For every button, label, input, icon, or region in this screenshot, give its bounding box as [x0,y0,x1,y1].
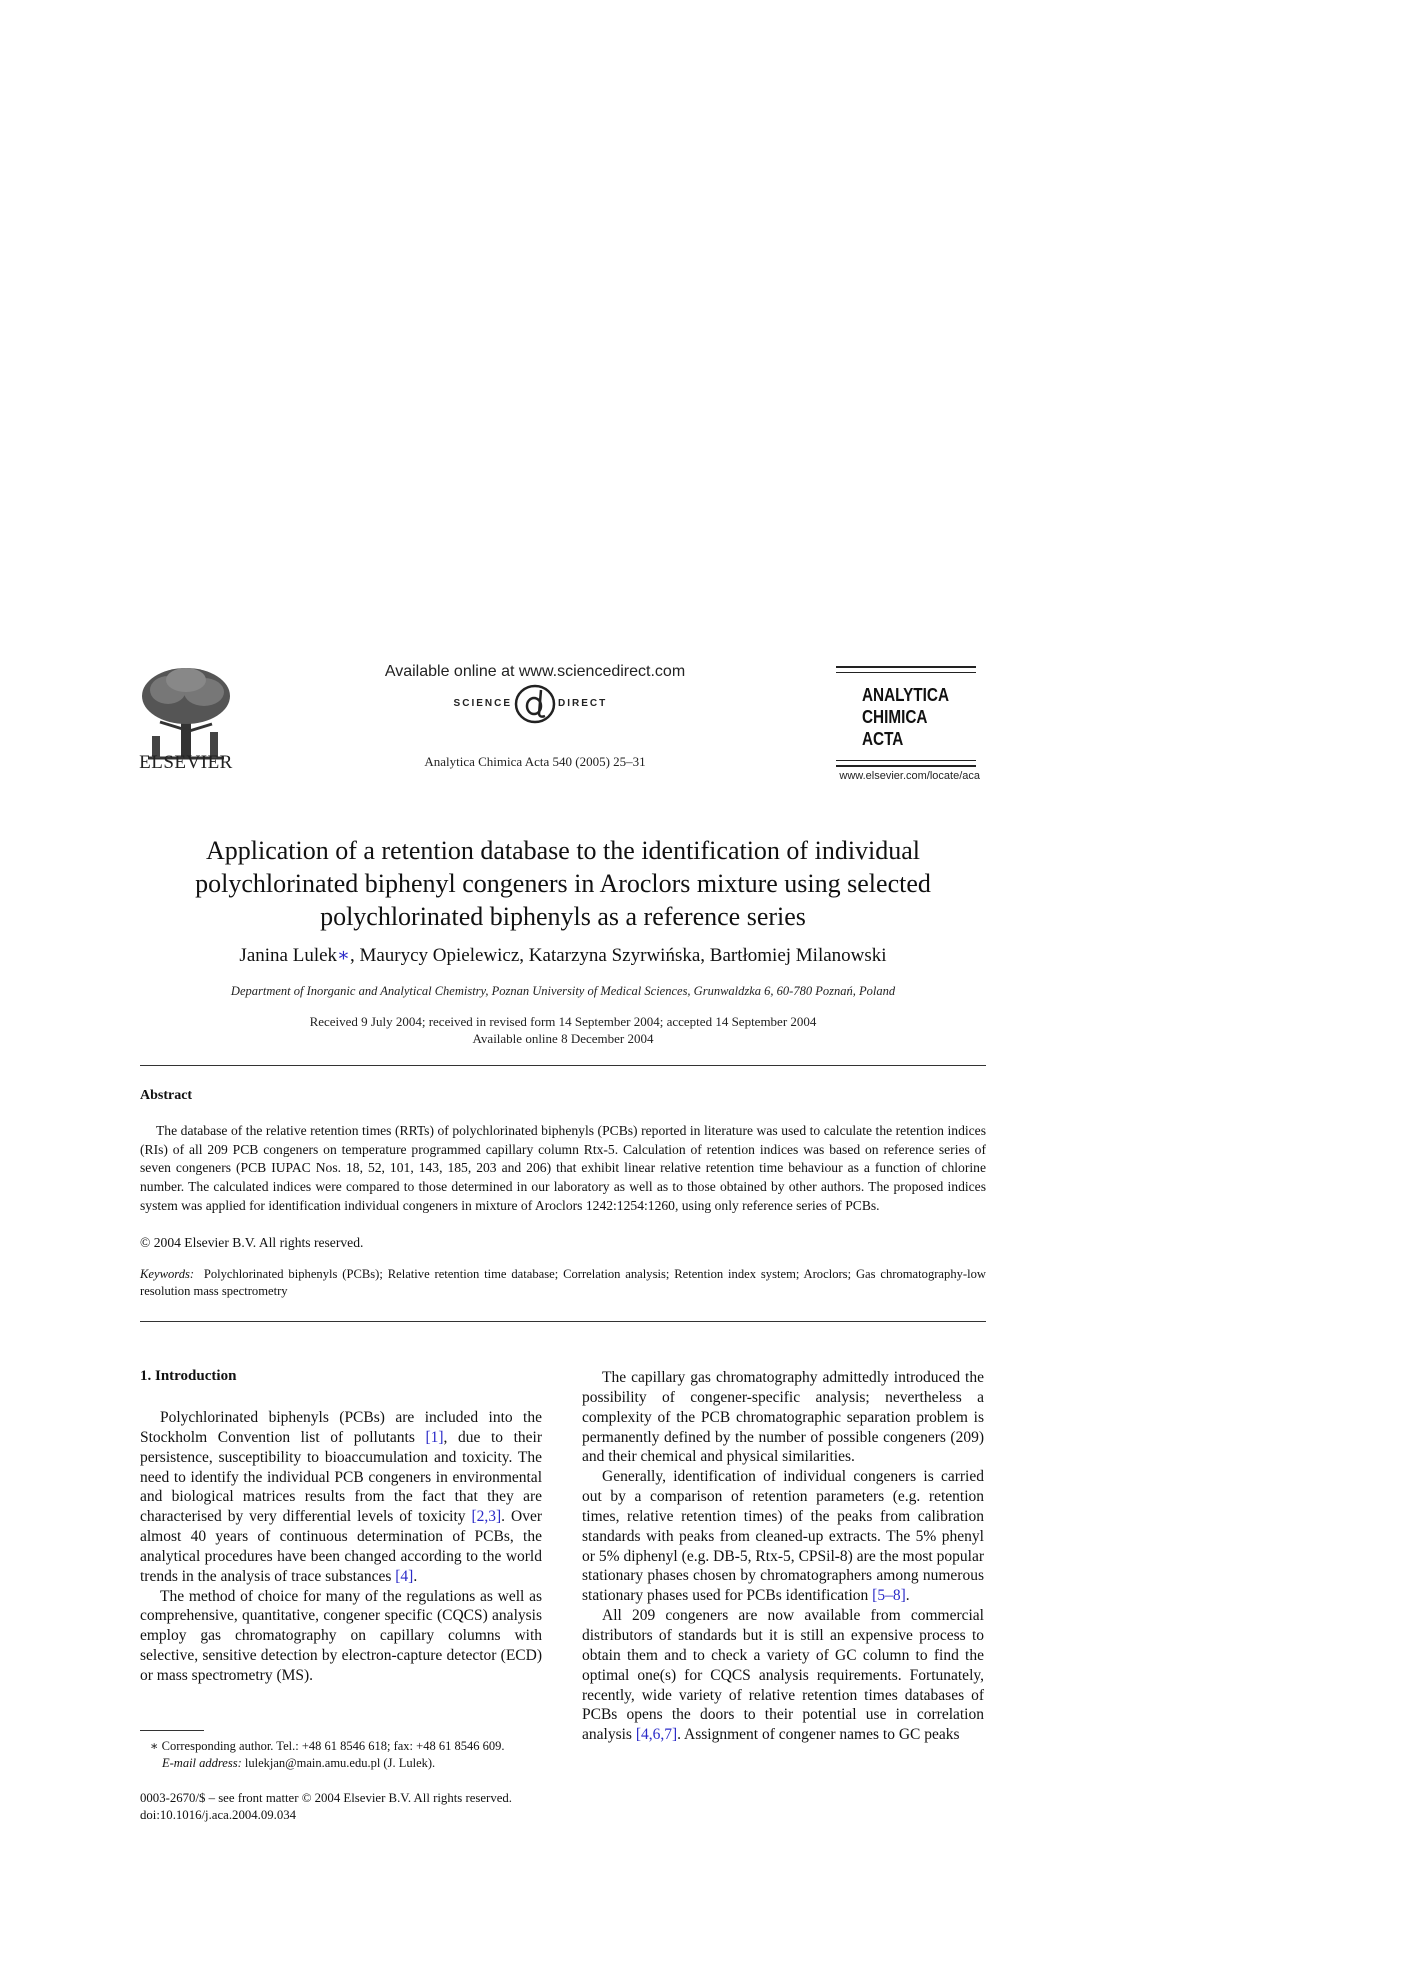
journal-name-line-3: ACTA [862,729,904,749]
sciencedirect-wordmark-left: SCIENCE [453,698,512,709]
left-column [140,1408,542,1686]
paragraph: The capillary gas chromatography admittedly introduced the possibility of congener-specific analysis; nevertheless a complexity of the PCB chromatographic separation problem is permanently defined by the number of possible congeners (209) and their chemical and physical similarities. [582,1369,984,1466]
keywords-label: Keywords: [140,1267,195,1281]
paragraph-text: . Assignment of congener names to GC peaks [677,1726,960,1744]
paragraph-text: All 209 congeners are now available from commercial distributors of standards but it is still an expensive process to obtain them and to check a variety of GC column to find the optimal one(s) for CQCS analysis requirements. Fortunately, recently, wide variety of relative retention times databases of PCBs opens the doors to their potential use in correlation analysis [582,1607,984,1744]
citation-link[interactable]: [4] [395,1567,414,1585]
article-title-line-2: polychlorinated biphenyl congeners in Aroclors mixture using selected [195,869,931,898]
keywords-list: Polychlorinated biphenyls (PCBs); Relative retention time database; Correlation analysis; Retention index system; Aroclors; Gas chromatography-low resolution mass spectrometry [140,1267,986,1298]
available-online-text[interactable]: Available online at www.sciencedirect.com [384,663,686,680]
footnote-rule [140,1730,204,1731]
paragraph-text: Polychlorinated biphenyls (PCBs) are included into the Stockholm Convention list of pollutants [140,1409,542,1446]
journal-rule-top [836,666,976,668]
paragraph-text: Generally, identification of individual congeners is carried out by a comparison of retention parameters (e.g. retention times, relative retention times) of the peaks from calibration standards with peaks from cleaned-up extracts. The 5% phenyl or 5% diphenyl (e.g. DB-5, Rtx-5, CPSil-8) are the most popular stationary phases chosen by chromatographers among numerous stationary phases used for PCBs identification [582,1468,984,1605]
email-label: E-mail address: [162,1756,242,1770]
citation-link[interactable]: [1] [425,1428,444,1446]
journal-rule-bottom-thin [836,760,976,761]
affiliation: Department of Inorganic and Analytical Chemistry, Poznan University of Medical Sciences, Grunwaldzka 6, 60-780 Poznań, Poland [230,984,896,998]
footnote-email [162,1756,562,1771]
journal-name-line-2: CHIMICA [862,707,928,727]
abstract-copyright: © 2004 Elsevier B.V. All rights reserved. [140,1235,364,1250]
author-list [140,944,986,967]
received-dates: Received 9 July 2004; received in revised form 14 September 2004; accepted 14 September 2004 [309,1014,817,1029]
abstract-body: The database of the relative retention times (RRTs) of polychlorinated biphenyls (PCBs) reported in literature was used to calculate the retention indices (RIs) of all 209 PCB congeners on temperature programmed capillary column Rtx-5. Calculation of retention indices was based on reference series of seven congeners (PCB IUPAC Nos. 18, 52, 101, 143, 185, 203 and 206) that exhibit linear relative retention time behaviour as a function of chlorine number. The calculated indices were compared to those determined in our laboratory as well as to those obtained by other authors. The proposed indices system was applied for identification individual congeners in mixture of Aroclors 1242:1254:1260, using only reference series of PCBs. [140,1123,986,1213]
citation-link[interactable]: [5–8] [872,1587,906,1605]
sciencedirect-at-icon [514,684,556,724]
author-name: Janina Lulek [239,945,338,966]
journal-citation: Analytica Chimica Acta 540 (2005) 25–31 [424,754,646,769]
divider-bottom [140,1321,986,1322]
right-column [582,1368,984,1745]
email-address[interactable]: lulekjan@main.amu.edu.pl (J. Lulek). [241,1756,436,1770]
paragraph-text: , due to their persistence, susceptibility to bioaccumulation and toxicity. The need to identify the individual PCB congeners in environmental and biological matrices results from the fact that they are characterised by very differential levels of toxicity [140,1428,543,1526]
issn-line: 0003-2670/$ – see front matter © 2004 Elsevier B.V. All rights reserved. [140,1791,512,1805]
journal-name [862,684,956,750]
sciencedirect-wordmark-right: DIRECT [558,698,608,709]
journal-rule-bottom [836,765,976,767]
elsevier-tree-logo [138,666,234,766]
paragraph [582,1606,984,1745]
journal-rule-top-thin [836,672,976,673]
author-names-rest: , Maurycy Opielewicz, Katarzyna Szyrwińska, Bartłomiej Milanowski [349,945,887,966]
front-matter [140,1790,560,1824]
paragraph [582,1467,984,1606]
section-heading-introduction: 1. Introduction [140,1368,237,1384]
paragraph-text: . [905,1587,910,1605]
divider-top [140,1065,986,1066]
journal-url[interactable]: www.elsevier.com/locate/aca [839,770,980,782]
paragraph [140,1408,542,1587]
online-date: Available online 8 December 2004 [472,1031,654,1046]
keywords [140,1266,986,1300]
corresponding-author-link[interactable]: ∗ [337,945,350,966]
citation-link[interactable]: [2,3] [471,1508,502,1526]
publisher-name: ELSEVIER [139,752,233,773]
paragraph: The method of choice for many of the regulations as well as comprehensive, quantitative, congener specific (CQCS) analysis employ gas chromatography on capillary columns with selective, sensitive detection by electron-capture detector (ECD) or mass spectrometry (MS). [140,1587,542,1684]
paragraph-text: . Over almost 40 years of continuous determination of PCBs, the analytical procedures have been changed according to the world trends in the analysis of trace substances [140,1508,542,1585]
footnote-corresponding-author: ∗ Corresponding author. Tel.: +48 61 8546 618; fax: +48 61 8546 609. [150,1739,505,1753]
citation-link[interactable]: [4,6,7] [635,1726,678,1744]
article-title-line-1: Application of a retention database to the identification of individual [205,836,921,865]
journal-name-line-1: ANALYTICA [862,685,949,705]
article-title-line-3: polychlorinated biphenyls as a reference series [320,902,806,931]
article-dates [140,1013,986,1047]
abstract-heading: Abstract [140,1088,193,1103]
paragraph-text: . [413,1567,418,1585]
article-title [140,834,986,933]
doi-line[interactable]: doi:10.1016/j.aca.2004.09.034 [140,1808,297,1822]
